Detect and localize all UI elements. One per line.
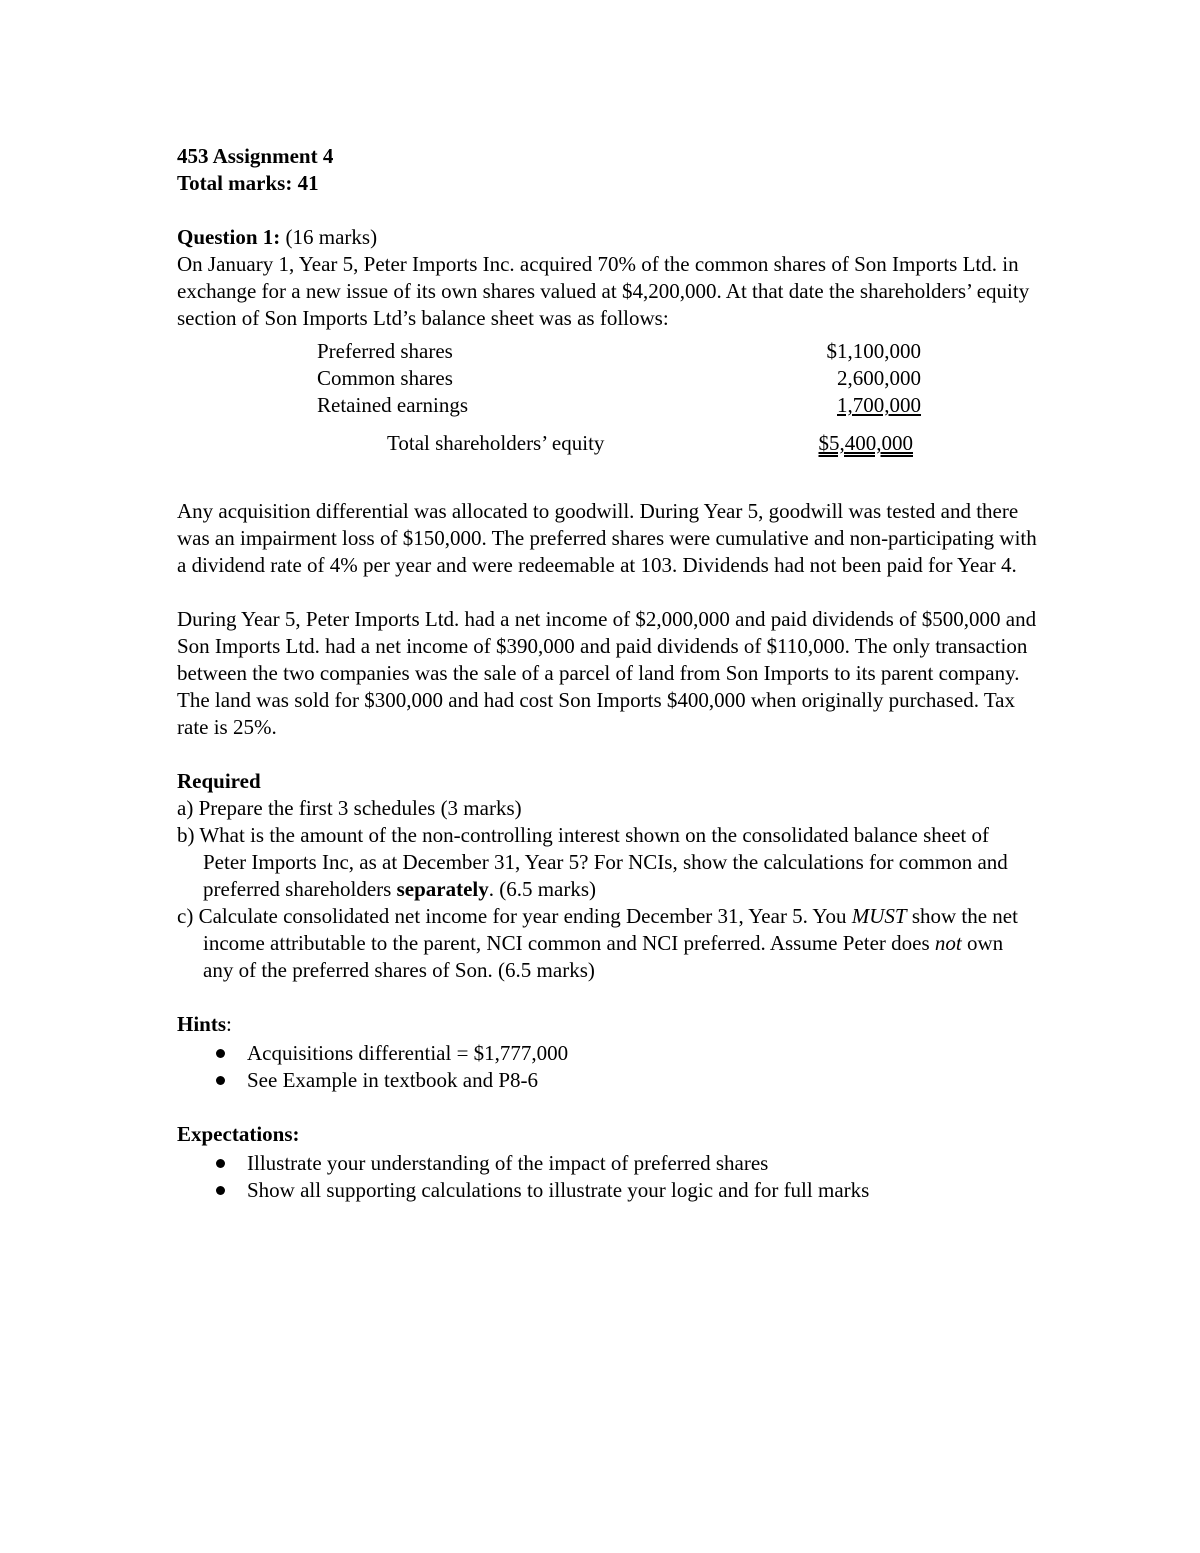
- question1-paragraph-2: Any acquisition differential was allocated to goodwill. During Year 5, goodwill was tested and there was an impairment loss of $150,000. The preferred shares were cumulative and non-participating with a dividend rate of 4% per year and were redeemable at 103. Dividends had not been paid for Year 4.: [177, 499, 1037, 577]
- document-page: [177, 143, 1037, 1204]
- required-c-emphasis-2: not: [934, 931, 962, 955]
- required-item-b: [177, 822, 1037, 903]
- required-c-text: c) Calculate consolidated net income for year ending December 31, Year 5. You: [177, 904, 852, 928]
- equity-amount: $1,100,000: [826, 339, 921, 363]
- question1-marks: (16 marks): [285, 225, 378, 249]
- required-b-bold: separately: [396, 877, 489, 901]
- equity-total-row: [317, 419, 921, 457]
- list-item: [247, 1040, 1037, 1067]
- equity-label: Common shares: [317, 366, 453, 390]
- expectation-text: Show all supporting calculations to illustrate your logic and for full marks: [247, 1178, 870, 1202]
- bullet-icon: [216, 1076, 225, 1085]
- equity-row: [317, 338, 921, 365]
- equity-table: [317, 338, 921, 457]
- hint-text: Acquisitions differential = $1,777,000: [247, 1041, 569, 1065]
- required-b-suffix: . (6.5 marks): [488, 877, 597, 901]
- equity-row: [317, 365, 921, 392]
- hints-heading: Hints: [177, 1012, 227, 1036]
- question1-heading-line: [177, 224, 1037, 251]
- bullet-icon: [216, 1159, 225, 1168]
- required-item-c: [177, 903, 1037, 984]
- required-c-suffix: own any of the preferred shares of Son. (6.5 marks): [203, 931, 1004, 982]
- equity-row: [317, 392, 921, 419]
- equity-total-label: Total shareholders’ equity: [387, 431, 605, 455]
- equity-label: Retained earnings: [317, 393, 469, 417]
- equity-amount: 2,600,000: [837, 366, 921, 390]
- hint-text: See Example in textbook and P8-6: [247, 1068, 539, 1092]
- required-b-text: b) What is the amount of the non-controlling interest shown on the consolidated balance sheet of Peter Imports Inc, as at December 31, Year 5? For NCIs, show the calculations for common and preferred shareholders: [177, 823, 1008, 901]
- equity-total-amount: $5,400,000: [818, 431, 913, 455]
- required-c-middle: show the net income attributable to the parent, NCI common and NCI preferred. Assume Peter does: [203, 904, 1018, 955]
- question1-intro: On January 1, Year 5, Peter Imports Inc. acquired 70% of the common shares of Son Imports Ltd. in exchange for a new issue of its own shares valued at $4,200,000. At that date the shareholders’ equity section of Son Imports Ltd’s balance sheet was as follows:: [177, 252, 1030, 330]
- equity-label: Preferred shares: [317, 339, 453, 363]
- question1-paragraph-3: During Year 5, Peter Imports Ltd. had a net income of $2,000,000 and paid dividends of $500,000 and Son Imports Ltd. had a net income of $390,000 and paid dividends of $110,000. The only transaction between the two companies was the sale of a parcel of land from Son Imports to its parent company. The land was sold for $300,000 and had cost Son Imports $400,000 when originally purchased. Tax rate is 25%.: [177, 607, 1037, 739]
- hints-colon: :: [226, 1012, 232, 1036]
- required-item-a: a) Prepare the first 3 schedules (3 marks): [177, 796, 522, 820]
- required-list: [177, 795, 1037, 984]
- total-marks: Total marks: 41: [177, 171, 319, 195]
- hints-heading-line: [177, 1011, 1037, 1038]
- expectations-heading: Expectations:: [177, 1122, 300, 1146]
- hints-list: [177, 1040, 1037, 1094]
- question1-heading: Question 1:: [177, 225, 281, 249]
- equity-amount: 1,700,000: [837, 393, 921, 417]
- document-title: 453 Assignment 4: [177, 144, 334, 168]
- list-item: [247, 1177, 1037, 1204]
- expectations-list: [177, 1150, 1037, 1204]
- required-c-emphasis: MUST: [851, 904, 907, 928]
- required-heading: Required: [177, 769, 261, 793]
- expectation-text: Illustrate your understanding of the impact of preferred shares: [247, 1151, 769, 1175]
- list-item: [247, 1150, 1037, 1177]
- bullet-icon: [216, 1049, 225, 1058]
- bullet-icon: [216, 1186, 225, 1195]
- list-item: [247, 1067, 1037, 1094]
